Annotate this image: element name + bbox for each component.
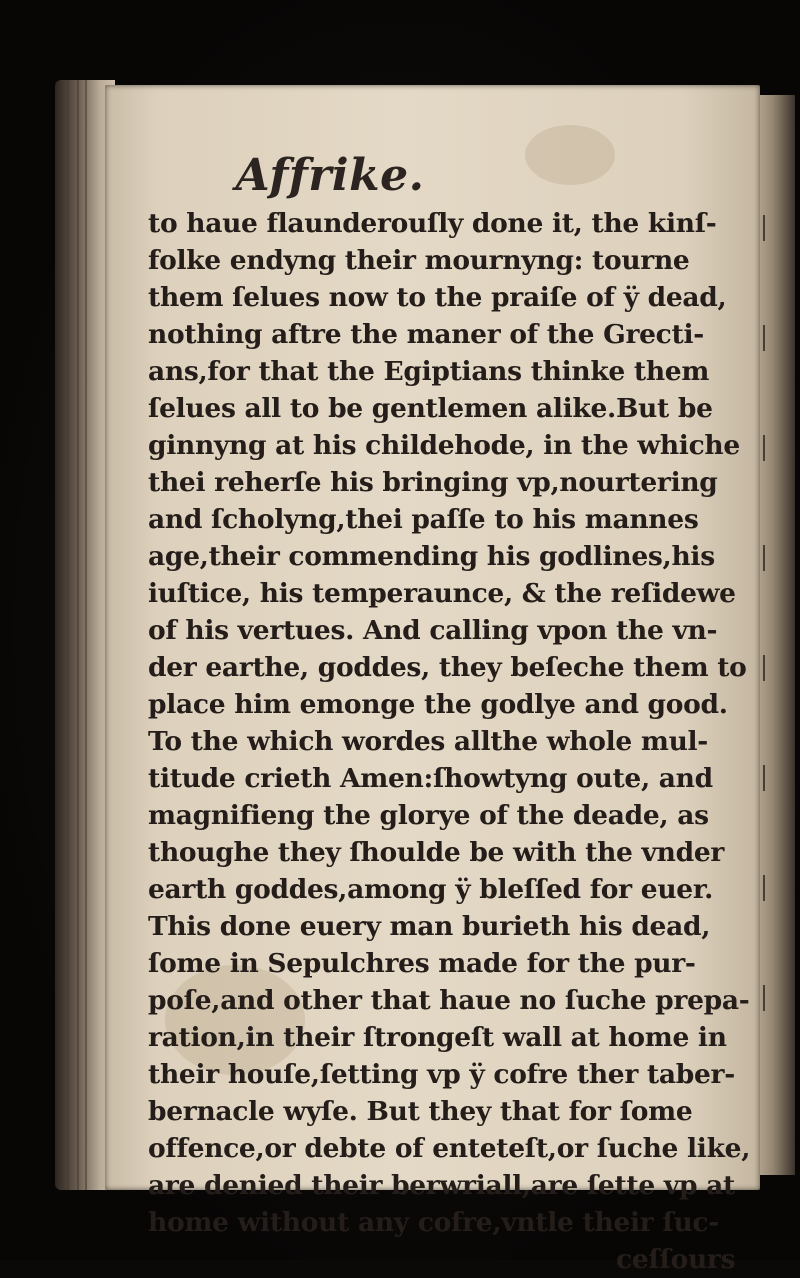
text-line: ans,for that the Egiptians thinke them <box>148 356 710 387</box>
text-line: thei reherſe his bringing vp,nourtering <box>148 467 718 498</box>
catchword: ceſſours <box>616 1244 736 1275</box>
text-line: are denied their berwriall,are ſette vp at <box>148 1170 735 1201</box>
text-line: ſome in Sepulchres made for the pur- <box>148 948 696 979</box>
text-line: their houſe,ſetting vp ÿ cofre ther taber- <box>148 1059 735 1090</box>
text-line: place him emonge the godlye and good. <box>148 689 728 720</box>
text-line: ginnyng at his childehode, in the whiche <box>148 430 740 461</box>
text-line: folke endyng their mournyng: tourne <box>148 245 690 276</box>
text-line: offence,or debte of enteteſt,or ſuche like, <box>148 1133 751 1164</box>
right-page-edges <box>755 95 795 1175</box>
text-line: titude crieth Amen:ſhowtyng oute, and <box>148 763 713 794</box>
text-line: them ſelues now to the praiſe of ÿ dead, <box>148 282 727 313</box>
text-line: age,their commending his godlines,his <box>148 541 715 572</box>
text-line: and ſcholyng,thei paſſe to his mannes <box>148 504 699 535</box>
text-line: home without any cofre,vntle their ſuc- <box>148 1207 719 1238</box>
text-line: earth goddes,among ÿ bleſſed for euer. <box>148 874 714 905</box>
text-line: This done euery man burieth his dead, <box>148 911 711 942</box>
text-line: ration,in their ſtrongeſt wall at home in <box>148 1022 727 1053</box>
text-line: nothing aftre the maner of the Grecti- <box>148 319 704 350</box>
text-line: poſe,and other that haue no ſuche prepa- <box>148 985 750 1016</box>
text-line: der earthe, goddes, they beſeche them to <box>148 652 747 683</box>
text-line: of his vertues. And calling vpon the vn- <box>148 615 718 646</box>
text-line: to haue flaunderouſly done it, the kinſ- <box>148 208 717 239</box>
text-line: magnifieng the glorye of the deade, as <box>148 800 709 831</box>
page-text <box>148 205 751 1278</box>
text-line: ſelues all to be gentlemen alike.But be <box>148 393 713 424</box>
text-line: bernacle wyſe. But they that for ſome <box>148 1096 693 1127</box>
running-head: Affrike. <box>235 150 425 201</box>
text-line: iuſtice, his temperaunce, & the reſidewe <box>148 578 736 609</box>
text-line: To the which wordes allthe whole mul- <box>148 726 709 757</box>
text-line: thoughe they ſhoulde be with the vnder <box>148 837 725 868</box>
